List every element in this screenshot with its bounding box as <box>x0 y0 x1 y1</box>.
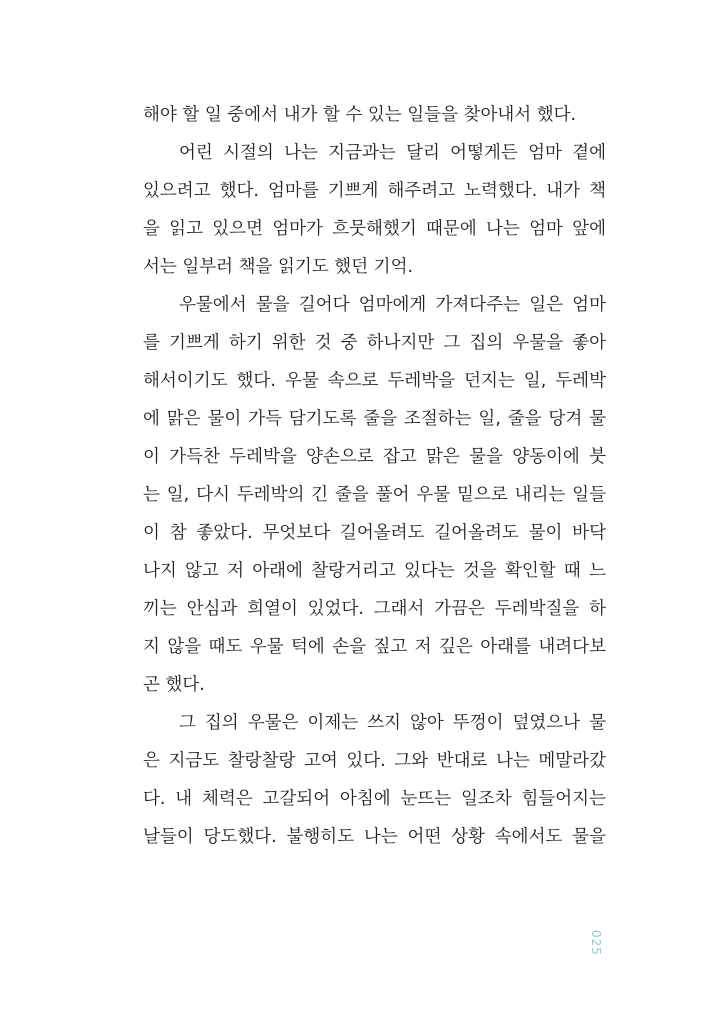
page-number: 025 <box>589 930 603 956</box>
text-line: 다. 내 체력은 고갈되어 아침에 눈뜨는 일조차 힘들어지는 <box>143 789 606 809</box>
text-line: 는 일, 다시 두레박의 긴 줄을 풀어 우물 밑으로 내리는 일들 <box>143 485 606 505</box>
text-line: 우물에서 물을 길어다 엄마에게 가져다주는 일은 엄마 <box>179 295 606 315</box>
text-line: 해서이기도 했다. 우물 속으로 두레박을 던지는 일, 두레박 <box>143 371 606 391</box>
text-line: 끼는 안심과 희열이 있었다. 그래서 가끔은 두레박질을 하 <box>143 599 606 619</box>
text-line: 를 기쁘게 하기 위한 것 중 하나지만 그 집의 우물을 좋아 <box>143 333 606 353</box>
text-line: 그 집의 우물은 이제는 쓰지 않아 뚜껑이 덮였으나 물 <box>179 713 606 733</box>
text-line: 을 읽고 있으면 엄마가 흐뭇해했기 때문에 나는 엄마 앞에 <box>143 219 606 239</box>
text-line: 지 않을 때도 우물 턱에 손을 짚고 저 깊은 아래를 내려다보 <box>143 637 606 657</box>
text-line: 이 가득찬 두레박을 양손으로 잡고 맑은 물을 양동이에 붓 <box>143 447 606 467</box>
text-line: 어린 시절의 나는 지금과는 달리 어떻게든 엄마 곁에 <box>179 143 606 163</box>
text-line: 이 참 좋았다. 무엇보다 길어올려도 길어올려도 물이 바닥 <box>143 523 606 543</box>
text-line: 은 지금도 찰랑찰랑 고여 있다. 그와 반대로 나는 메말라갔 <box>143 751 606 771</box>
text-line: 해야 할 일 중에서 내가 할 수 있는 일들을 찾아내서 했다. <box>143 105 577 125</box>
text-line: 에 맑은 물이 가득 담기도록 줄을 조절하는 일, 줄을 당겨 물 <box>143 409 606 429</box>
text-line: 곤 했다. <box>143 675 205 695</box>
text-line: 날들이 당도했다. 불행히도 나는 어떤 상황 속에서도 물을 <box>143 827 606 847</box>
text-line: 나지 않고 저 아래에 찰랑거리고 있다는 것을 확인할 때 느 <box>143 561 606 581</box>
text-line: 서는 일부러 책을 읽기도 했던 기억. <box>143 257 414 277</box>
body-text <box>143 96 606 856</box>
text-line: 있으려고 했다. 엄마를 기쁘게 해주려고 노력했다. 내가 책 <box>143 181 606 201</box>
